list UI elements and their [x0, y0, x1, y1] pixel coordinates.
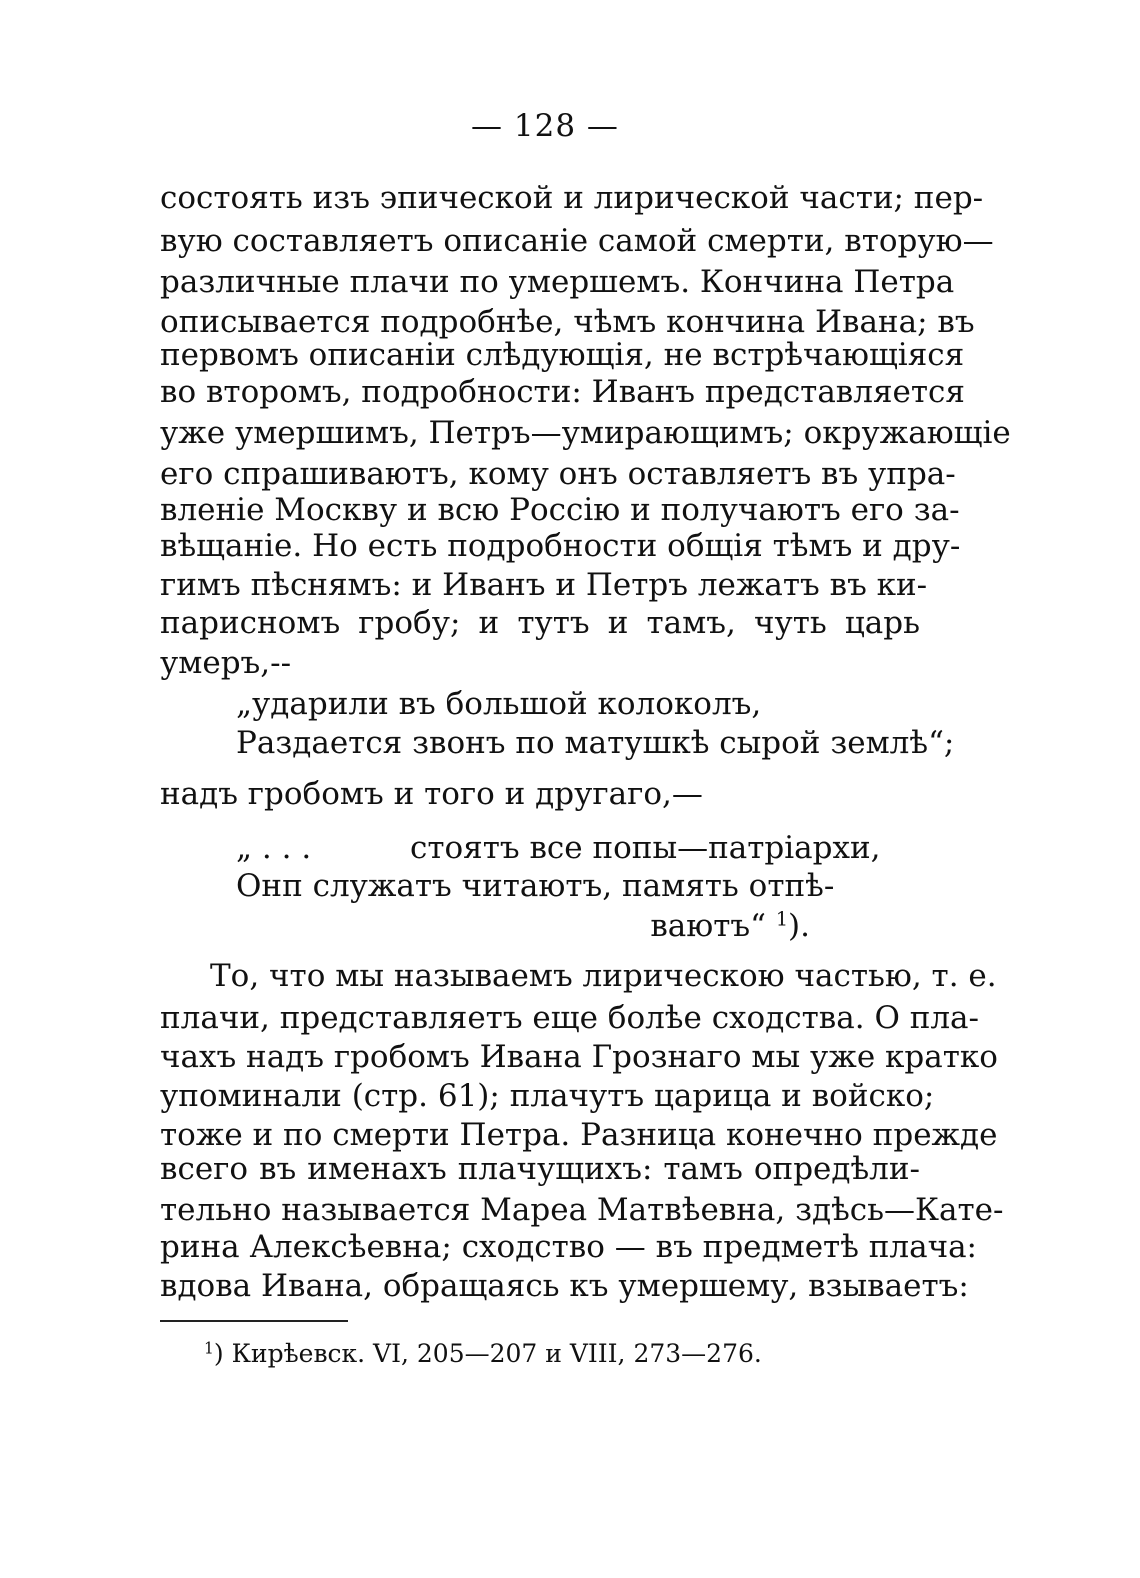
footnote-divider [160, 1320, 348, 1322]
text-line: описывается подробнѣе, чѣмъ кончина Ивана; въ [160, 304, 975, 340]
text-line: плачи, представляетъ еще болѣе сходства. О пла- [160, 1000, 980, 1036]
verse-line: Онп служатъ читаютъ, память отпѣ- [236, 868, 835, 904]
text-line: всего въ именахъ плачущихъ: тамъ опредѣли- [160, 1151, 920, 1187]
verse-line [650, 902, 810, 950]
footnote [204, 1334, 762, 1374]
text-line: состоять изъ эпической и лирической части; пер- [160, 180, 984, 216]
text-line: умеръ,-- [160, 645, 292, 681]
text-line: уже умершимъ, Петръ—умирающимъ; окружающіе [160, 415, 1011, 451]
verse-ellipsis: „ . . . [236, 830, 312, 866]
text-line: вдова Ивана, обращаясь къ умершему, взываетъ: [160, 1268, 969, 1304]
page-number: — 128 — [471, 108, 619, 144]
text-line: тоже и по смерти Петра. Разница конечно прежде [160, 1117, 998, 1153]
text-line: рина Алексѣевна; сходство — въ предметѣ плача: [160, 1229, 978, 1265]
text-line: чахъ надъ гробомъ Ивана Грознаго мы уже кратко [160, 1039, 998, 1075]
text-line: надъ гробомъ и того и другаго,— [160, 776, 703, 812]
text-line: вѣщаніе. Но есть подробности общія тѣмъ и дру- [160, 528, 961, 564]
text-line: вленіе Москву и всю Россію и получаютъ его за- [160, 492, 960, 528]
verse-line: Раздается звонъ по матушкѣ сырой землѣ“; [236, 725, 955, 761]
text-line: упоминали (стр. 61); плачутъ царица и войско; [160, 1078, 935, 1114]
text-line: вую составляетъ описаніе самой смерти, вторую— [160, 223, 994, 259]
text-line: его спрашиваютъ, кому онъ оставляетъ въ упра- [160, 456, 956, 492]
footnote-reference: 1 [775, 907, 789, 931]
verse-line: стоятъ все попы—патріархи, [410, 830, 881, 866]
text-line: различные плачи по умершемъ. Кончина Петра [160, 264, 955, 300]
text-line: То, что мы называемъ лирическою частью, т. е. [210, 958, 997, 994]
verse-text: ). [788, 908, 810, 944]
text-line: гимъ пѣснямъ: и Иванъ и Петръ лежатъ въ ки- [160, 567, 928, 603]
footnote-text: ) Кирѣевск. VI, 205—207 и VIII, 273—276. [213, 1339, 762, 1368]
text-line: первомъ описаніи слѣдующія, не встрѣчающіяся [160, 337, 965, 373]
text-line: во второмъ, подробности: Иванъ представляется [160, 374, 965, 410]
verse-line: „ударили въ большой колоколъ, [236, 686, 762, 722]
text-line: тельно называется Мареа Матвѣевна, здѣсь—Кате- [160, 1192, 1004, 1228]
verse-text: ваютъ“ [650, 908, 766, 944]
text-line: парисномъ гробу; и тутъ и тамъ, чуть царь [160, 605, 920, 641]
footnote-marker: 1 [204, 1339, 214, 1358]
